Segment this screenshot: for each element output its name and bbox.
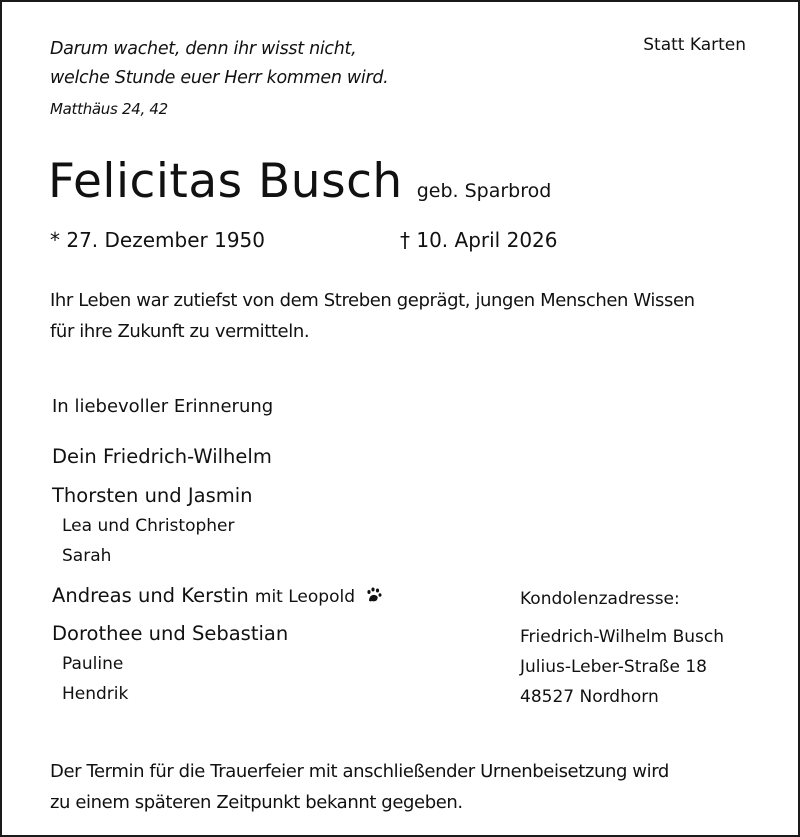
condolence-city: 48527 Nordhorn (520, 687, 659, 707)
quote-line-2: welche Stunde euer Herr kommen wird. (50, 68, 389, 88)
deceased-name-row (48, 154, 551, 209)
family-child: Hendrik (62, 684, 129, 704)
birth-date: * 27. Dezember 1950 (50, 228, 265, 252)
condolence-heading: Kondolenzadresse: (520, 589, 680, 609)
pet-suffix: mit Leopold (254, 587, 355, 607)
quote-line-1: Darum wachet, denn ihr wisst nicht, (50, 39, 357, 59)
deceased-name: Felicitas Busch (48, 154, 403, 209)
bible-quote (50, 35, 388, 119)
condolence-street: Julius-Leber-Straße 18 (520, 657, 707, 677)
family-child: Lea und Christopher (62, 516, 235, 536)
tribute-text (50, 285, 695, 347)
family-list (52, 442, 383, 709)
funeral-info (50, 756, 669, 818)
family-member: Dein Friedrich-Wilhelm (52, 445, 272, 468)
family-member-names: Andreas und Kerstin (52, 584, 249, 607)
condolence-name: Friedrich-Wilhelm Busch (520, 627, 724, 647)
quote-reference: Matthäus 24, 42 (50, 100, 168, 118)
tribute-line-1: Ihr Leben war zutiefst von dem Streben geprägt, jungen Menschen Wissen (50, 290, 695, 311)
family-child: Sarah (62, 546, 112, 566)
family-child: Pauline (62, 654, 124, 674)
funeral-info-line-2: zu einem späteren Zeitpunkt bekannt gegeben. (50, 792, 463, 813)
condolence-address (520, 584, 724, 712)
funeral-info-line-1: Der Termin für die Trauerfeier mit anschließender Urnenbeisetzung wird (50, 761, 669, 782)
family-member: Thorsten und Jasmin (52, 484, 253, 507)
family-member-with-pet (52, 581, 383, 611)
death-date: † 10. April 2026 (400, 228, 558, 252)
paw-print-icon (365, 582, 383, 598)
birth-name: geb. Sparbrod (416, 180, 552, 202)
statt-karten-label: Statt Karten (643, 35, 746, 55)
tribute-line-2: für ihre Zukunft zu vermitteln. (50, 321, 310, 342)
family-member: Dorothee und Sebastian (52, 622, 289, 645)
memory-heading: In liebevoller Erinnerung (52, 396, 274, 417)
